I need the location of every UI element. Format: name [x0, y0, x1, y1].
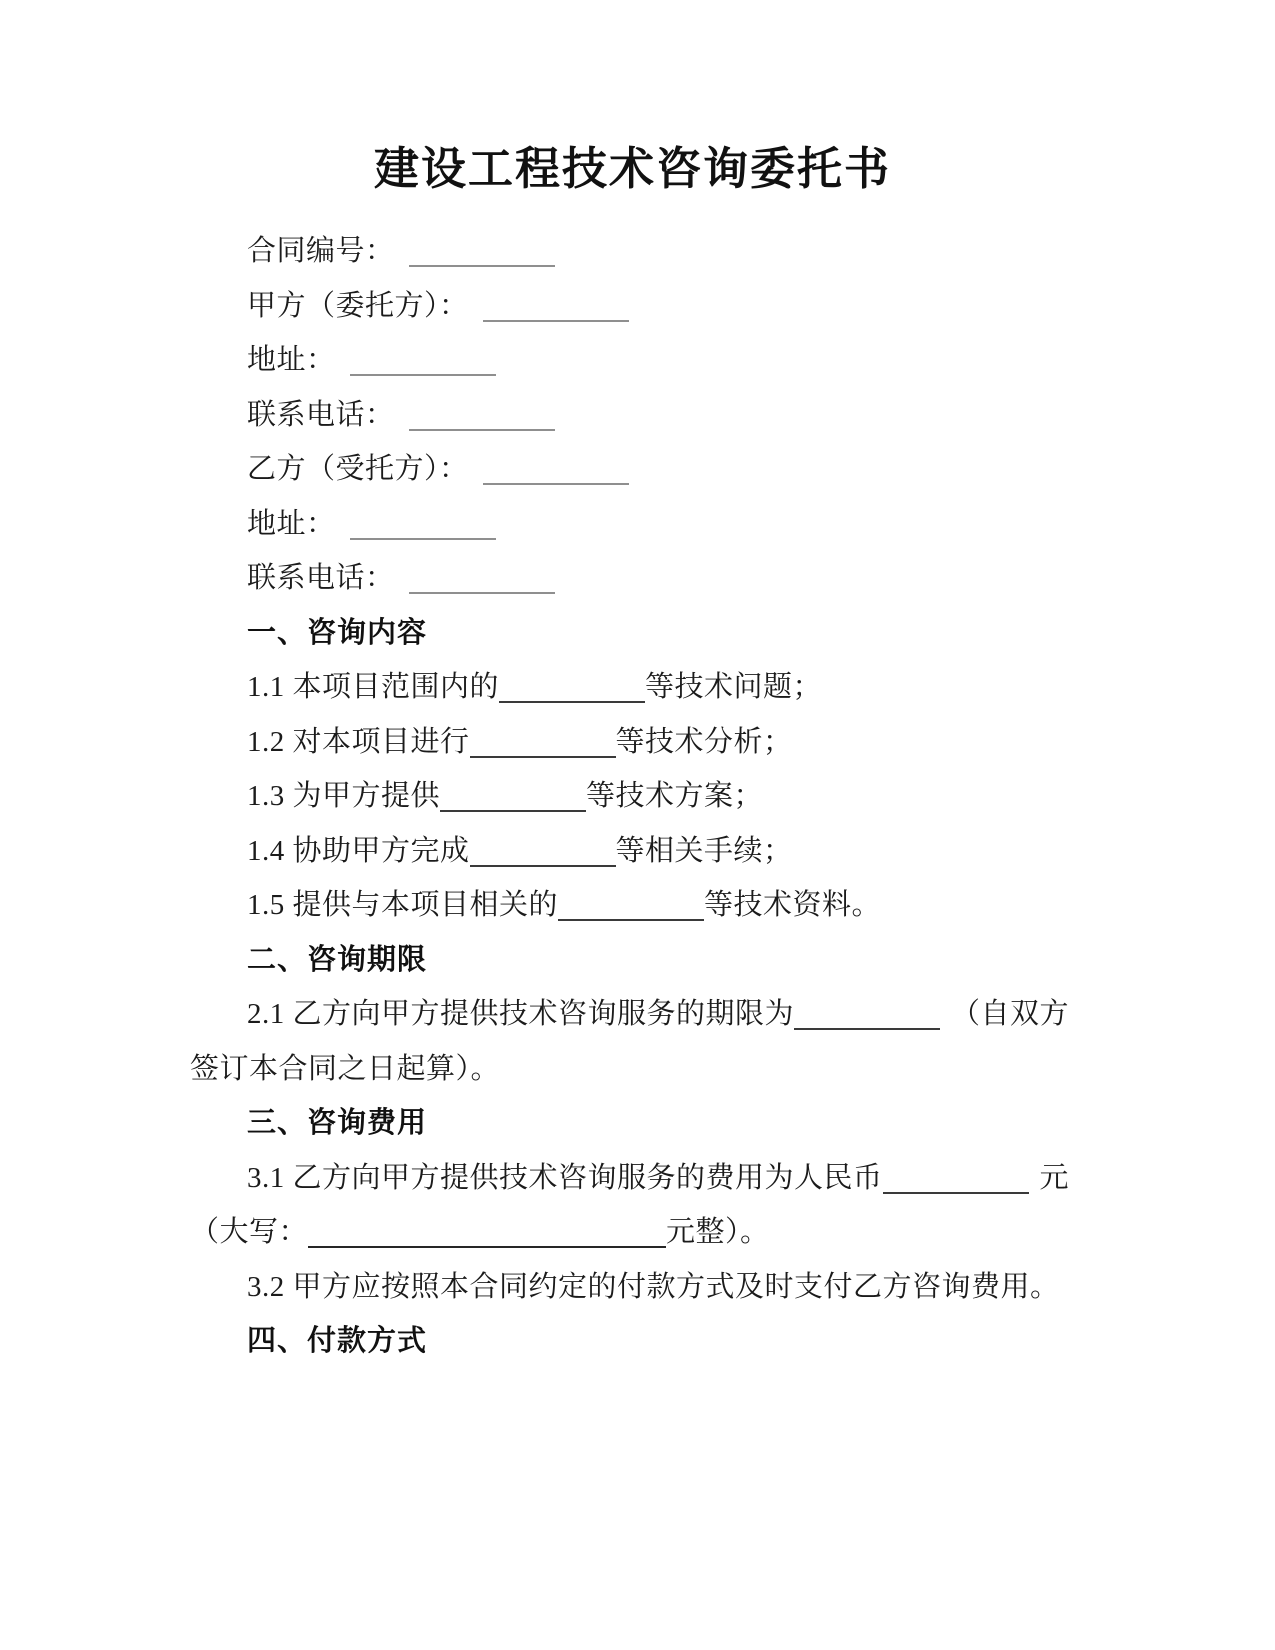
clause-1-4-pre: 1.4 协助甲方完成	[247, 834, 470, 867]
field-address-b	[190, 497, 1075, 552]
clause-3-1-capital-post: 元整）。	[666, 1216, 770, 1248]
section-2-heading: 二、咨询期限	[247, 943, 428, 976]
clause-3-2: 3.2 甲方应按照本合同约定的付款方式及时支付乙方咨询费用。	[247, 1270, 1060, 1303]
blank-address-b	[350, 510, 496, 540]
clause-2-1-post: （自双方	[951, 998, 1070, 1030]
field-party-a-label: 甲方（委托方）：	[247, 289, 469, 322]
clause-1-1	[190, 660, 1075, 715]
field-address-b-label: 地址：	[247, 507, 336, 540]
clause-2-1-line1	[190, 987, 1075, 1042]
clause-3-1-line1	[190, 1151, 1075, 1206]
blank-1-2	[470, 728, 616, 758]
clause-3-1-line2	[190, 1205, 1075, 1260]
clause-1-1-post: 等技术问题；	[645, 671, 823, 703]
blank-party-a	[483, 292, 629, 322]
field-phone-b	[190, 551, 1075, 606]
blank-3-1-amount	[883, 1164, 1029, 1194]
clause-1-1-pre: 1.1 本项目范围内的	[247, 671, 500, 703]
blank-phone-b	[409, 564, 555, 594]
document-title: 建设工程技术咨询委托书	[373, 144, 891, 194]
field-phone-b-label: 联系电话：	[247, 562, 395, 594]
section-3-heading: 三、咨询费用	[247, 1107, 428, 1139]
clause-1-2-pre: 1.2 对本项目进行	[247, 725, 470, 758]
blank-address-a	[350, 346, 496, 376]
section-4-heading: 四、付款方式	[247, 1325, 428, 1357]
clause-3-1-post: 元	[1039, 1161, 1070, 1194]
blank-1-5	[558, 891, 704, 921]
clause-1-4-post: 等相关手续；	[615, 834, 793, 867]
clause-1-5-post: 等技术资料。	[704, 889, 882, 921]
blank-1-1	[499, 673, 645, 703]
clause-1-3	[190, 769, 1075, 824]
field-address-a-label: 地址：	[247, 344, 336, 376]
clause-1-4	[190, 824, 1075, 879]
blank-3-1-amount-in-words	[308, 1218, 666, 1248]
clause-1-5	[190, 878, 1075, 933]
clause-1-3-post: 等技术方案；	[586, 780, 764, 812]
field-phone-a-label: 联系电话：	[247, 398, 395, 431]
blank-1-3	[440, 782, 586, 812]
field-address-a	[190, 333, 1075, 388]
blank-1-4	[470, 837, 616, 867]
blank-party-b	[483, 455, 629, 485]
field-phone-a	[190, 388, 1075, 443]
clause-1-2-post: 等技术分析；	[615, 725, 793, 758]
field-party-b-label: 乙方（受托方）：	[247, 453, 469, 485]
field-contract-number	[190, 224, 1075, 279]
section-1-heading: 一、咨询内容	[247, 616, 428, 649]
clause-1-3-pre: 1.3 为甲方提供	[247, 780, 441, 812]
clause-2-1-pre: 2.1 乙方向甲方提供技术咨询服务的期限为	[247, 998, 795, 1030]
field-party-a	[190, 279, 1075, 334]
blank-2-1-term	[794, 1000, 940, 1030]
blank-phone-a	[409, 401, 555, 431]
field-party-b	[190, 442, 1075, 497]
clause-1-5-pre: 1.5 提供与本项目相关的	[247, 889, 559, 921]
clause-1-2	[190, 715, 1075, 770]
clause-3-1-capital-label: （大写：	[190, 1216, 309, 1248]
blank-contract-number	[409, 237, 555, 267]
field-contract-number-label: 合同编号：	[247, 235, 395, 267]
clause-3-1-pre: 3.1 乙方向甲方提供技术咨询服务的费用为人民币	[247, 1161, 883, 1194]
clause-2-1-line2: 签订本合同之日起算）。	[190, 1052, 501, 1085]
